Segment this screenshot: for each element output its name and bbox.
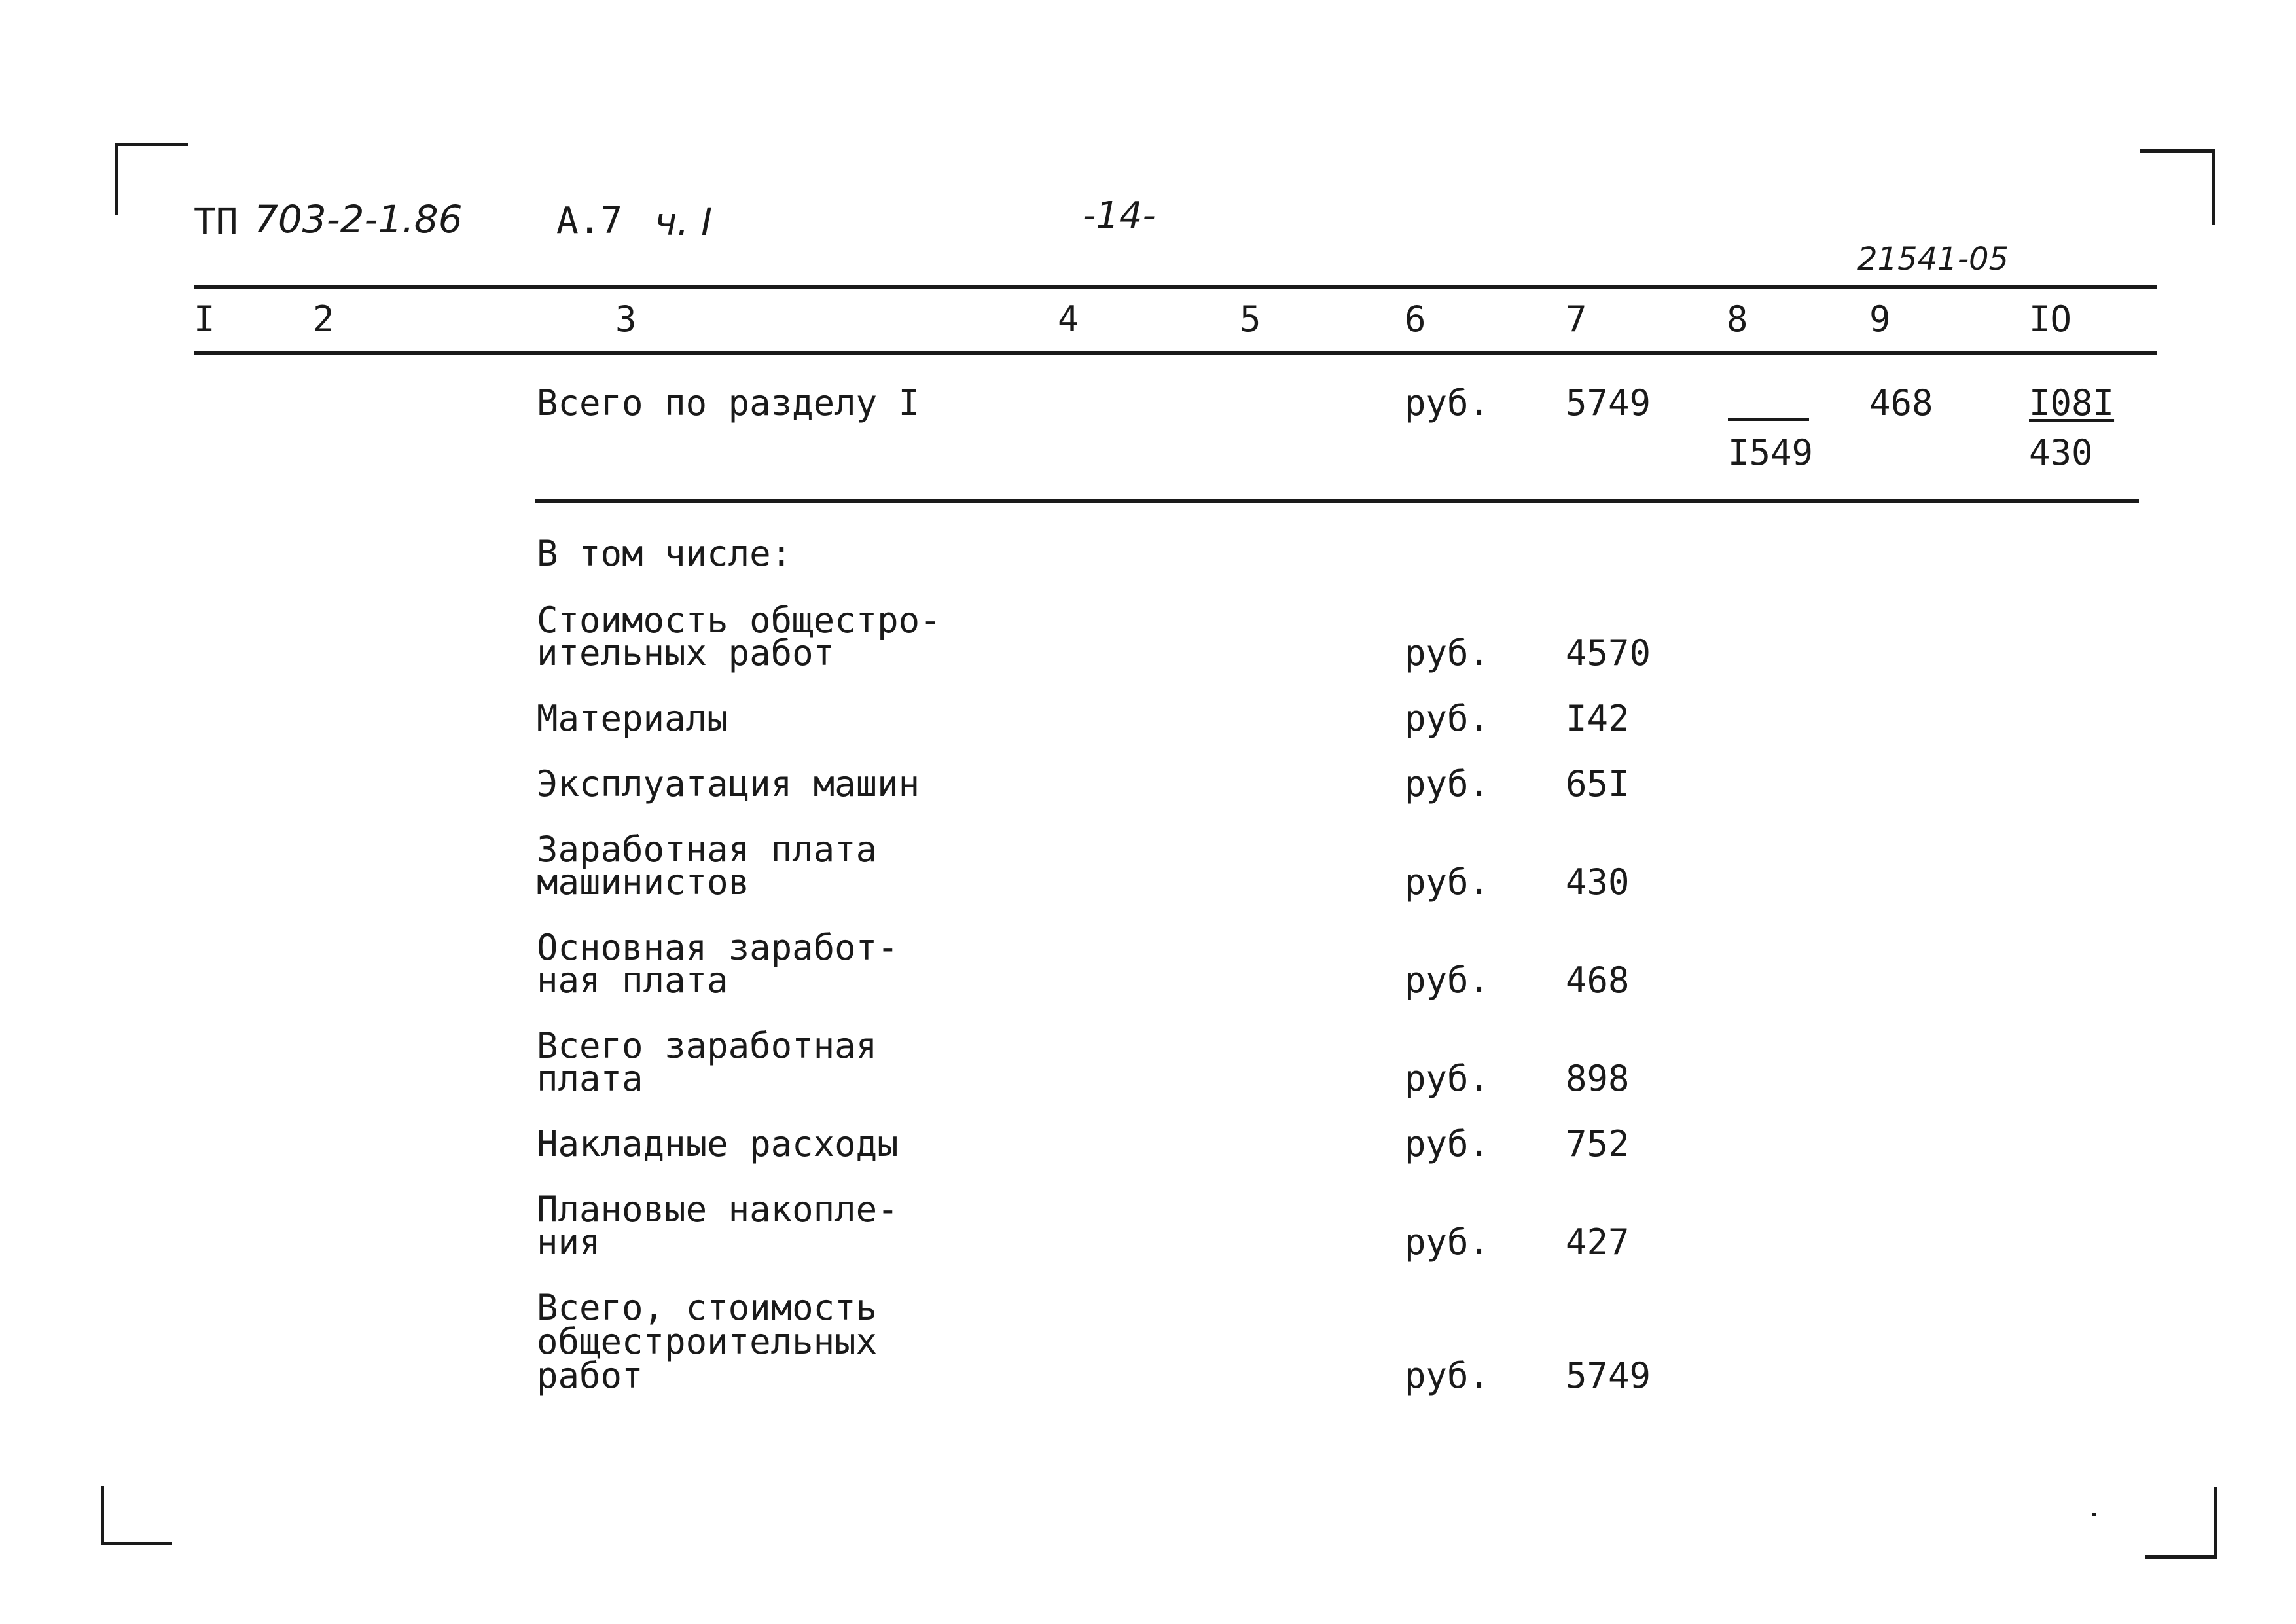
- total-row-col10-top: I08I: [2029, 382, 2115, 424]
- row-value: 427: [1566, 1221, 1630, 1263]
- row-unit: руб.: [1405, 763, 1490, 804]
- crop-mark-bottom-left: [101, 1486, 172, 1545]
- row-unit: руб.: [1405, 698, 1490, 739]
- row-value: I42: [1566, 698, 1630, 739]
- row-value: 468: [1566, 960, 1630, 1001]
- row-unit: руб.: [1405, 960, 1490, 1001]
- row-value: 65I: [1566, 763, 1630, 804]
- row-value: 898: [1566, 1058, 1630, 1099]
- part-number: ч. I: [655, 200, 713, 244]
- total-row-col8: I549: [1728, 432, 1814, 473]
- total-row-name: Всего по разделу I: [537, 382, 920, 424]
- column-header: 9: [1869, 298, 1891, 340]
- column-header: IO: [2029, 298, 2072, 340]
- row-value: 430: [1566, 861, 1630, 903]
- row-name-line: машинистов: [537, 861, 750, 903]
- page-number: -14-: [1083, 194, 1156, 237]
- crop-mark-top-right: [2140, 149, 2215, 225]
- row-name-line: работ: [537, 1355, 643, 1396]
- row-name-line: Материалы: [537, 698, 728, 739]
- crop-mark-top-left: [115, 143, 188, 215]
- row-unit: руб.: [1405, 1123, 1490, 1164]
- column-header: 6: [1405, 298, 1426, 340]
- column-header: 2: [313, 298, 334, 340]
- row-name-line: Плановые накопле-: [537, 1189, 899, 1230]
- row-name-line: Основная заработ-: [537, 927, 899, 968]
- row-value: 5749: [1566, 1355, 1651, 1396]
- row-unit: руб.: [1405, 1355, 1490, 1396]
- row-name-line: плата: [537, 1058, 643, 1099]
- doc-number: 703-2-1.86: [254, 197, 463, 242]
- inventory-number: 21541-05: [1857, 241, 2009, 278]
- row-name-line: Всего заработная: [537, 1025, 878, 1066]
- crop-mark-bottom-right: [2145, 1487, 2217, 1559]
- row-name-line: ная плата: [537, 960, 728, 1001]
- total-row-col7: 5749: [1566, 382, 1651, 424]
- row-name-line: общестроительных: [537, 1321, 878, 1362]
- row-value: 752: [1566, 1123, 1630, 1164]
- row-name-line: Всего, стоимость: [537, 1287, 878, 1328]
- row-name-line: Эксплуатация машин: [537, 763, 920, 804]
- row-unit: руб.: [1405, 1221, 1490, 1263]
- column-header: 4: [1058, 298, 1079, 340]
- table-top-rule: [194, 285, 2157, 289]
- row-name-line: Стоимость общестро-: [537, 600, 941, 641]
- including-label: В том числе:: [537, 533, 793, 574]
- total-row-col9: 468: [1869, 382, 1933, 424]
- total-row-col10-bottom: 430: [2029, 432, 2093, 473]
- row-name-line: ния: [537, 1221, 601, 1263]
- total-row-unit: руб.: [1405, 382, 1490, 424]
- header-bottom-rule: [194, 351, 2157, 355]
- row-value: 4570: [1566, 632, 1651, 674]
- scan-speck: [2092, 1513, 2096, 1516]
- doc-code: ТП: [194, 201, 238, 244]
- total-row-col8-dash: [1728, 418, 1809, 421]
- total-row-rule: [535, 499, 2139, 503]
- row-unit: руб.: [1405, 1058, 1490, 1099]
- row-unit: руб.: [1405, 861, 1490, 903]
- row-name-line: Накладные расходы: [537, 1123, 899, 1164]
- column-header: I: [194, 298, 215, 340]
- column-header: 8: [1727, 298, 1748, 340]
- row-name-line: Заработная плата: [537, 829, 878, 870]
- column-header: 3: [615, 298, 637, 340]
- column-header: 7: [1566, 298, 1587, 340]
- row-unit: руб.: [1405, 632, 1490, 674]
- album-number: А.7: [556, 200, 623, 242]
- row-name-line: ительных работ: [537, 632, 835, 674]
- column-header: 5: [1240, 298, 1261, 340]
